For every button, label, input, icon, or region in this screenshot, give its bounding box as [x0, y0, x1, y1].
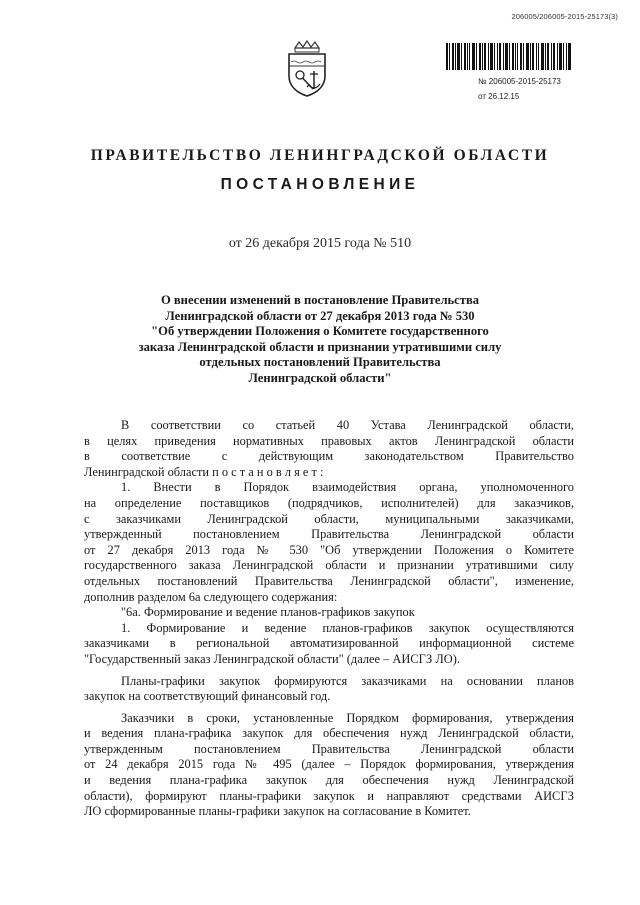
body-line: с заказчиками Ленинградской области, муниципальными заказчиками,	[84, 511, 574, 526]
subject-line: заказа Ленинградской области и признании утратившими силу	[138, 339, 502, 354]
body-line: заказчиками в региональной автоматизированной информационной системе	[84, 636, 574, 651]
subject-line: Ленинградской области от 27 декабря 2013 года № 530	[165, 308, 475, 323]
document-date-number: от 26 декабря 2015 года № 510	[228, 236, 412, 251]
body-line: закупок на соответствующий финансовый год.	[84, 689, 331, 704]
body-line: в целях приведения нормативных правовых актов Ленинградской области	[84, 433, 574, 448]
barcode	[446, 43, 571, 70]
body-line: и ведения плана-графика закупок для обеспечения нужд Ленинградской области,	[84, 726, 574, 741]
body-line: Планы-графики закупок формируются заказчиками на основании планов	[121, 673, 574, 688]
subject-line: "Об утверждении Положения о Комитете государственного	[151, 324, 489, 339]
subject-line: О внесении изменений в постановление Правительства	[160, 293, 480, 307]
document-code: 206005/206005-2015-25173(3)	[511, 12, 618, 21]
body-line: от 24 декабря 2015 года № 495 (далее – Порядок формирования, утверждения	[84, 757, 574, 772]
document-type: ПОСТАНОВЛЕНИЕ	[220, 176, 420, 193]
registration-number: № 206005-2015-25173	[478, 77, 561, 86]
document-subject	[100, 293, 540, 387]
body-line: 1. Формирование и ведение планов-графиков закупок осуществляются	[121, 620, 574, 635]
body-line: В соответствии со статьей 40 Устава Ленинградской области,	[121, 418, 574, 432]
body-line: Ленинградской области п о с т а н о в л я е т :	[84, 464, 324, 479]
body-line: от 27 декабря 2013 года № 530 "Об утверждении Положения о Комитете	[84, 542, 574, 557]
body-line: Заказчики в сроки, установленные Порядком формирования, утверждения	[121, 710, 574, 725]
body-line: государственного заказа Ленинградской области и признании утратившими силу	[84, 558, 574, 573]
body-line: ЛО сформированные планы-графики закупок на согласование в Комитет.	[84, 804, 471, 819]
body-line: на определение поставщиков (подрядчиков, исполнителей) для заказчиков,	[84, 495, 574, 510]
body-line: 1. Внести в Порядок взаимодействия органа, уполномоченного	[121, 480, 574, 495]
subject-line: отдельных постановлений Правительства	[199, 355, 441, 370]
body-line: области), формируют планы-графики закупок и направляют средствами АИСГЗ	[84, 788, 574, 803]
body-line: "Государственный заказ Ленинградской области" (далее – АИСГЗ ЛО).	[84, 651, 460, 666]
body-line: дополнив разделом 6а следующего содержания:	[84, 589, 338, 604]
body-line: отдельных постановлений Правительства Ленинградской области", изменение,	[84, 573, 574, 588]
body-line: "6а. Формирование и ведение планов-графиков закупок	[121, 605, 415, 620]
coat-of-arms-emblem	[283, 40, 331, 98]
subject-line: Ленинградской области"	[248, 370, 392, 385]
document-body	[84, 418, 574, 820]
body-line: и ведения плана-графика закупок для обеспечения нужд Ленинградской	[84, 773, 574, 788]
body-line: утвержденный постановлением Правительства Ленинградской области	[84, 527, 574, 542]
authority-title: ПРАВИТЕЛЬСТВО ЛЕНИНГРАДСКОЙ ОБЛАСТИ	[90, 147, 550, 164]
body-line: в соответствие с действующим законодательством Правительство	[84, 449, 574, 464]
registration-date: от 26.12.15	[478, 92, 520, 101]
body-line: утвержденным постановлением Правительства Ленинградской области	[84, 741, 574, 756]
